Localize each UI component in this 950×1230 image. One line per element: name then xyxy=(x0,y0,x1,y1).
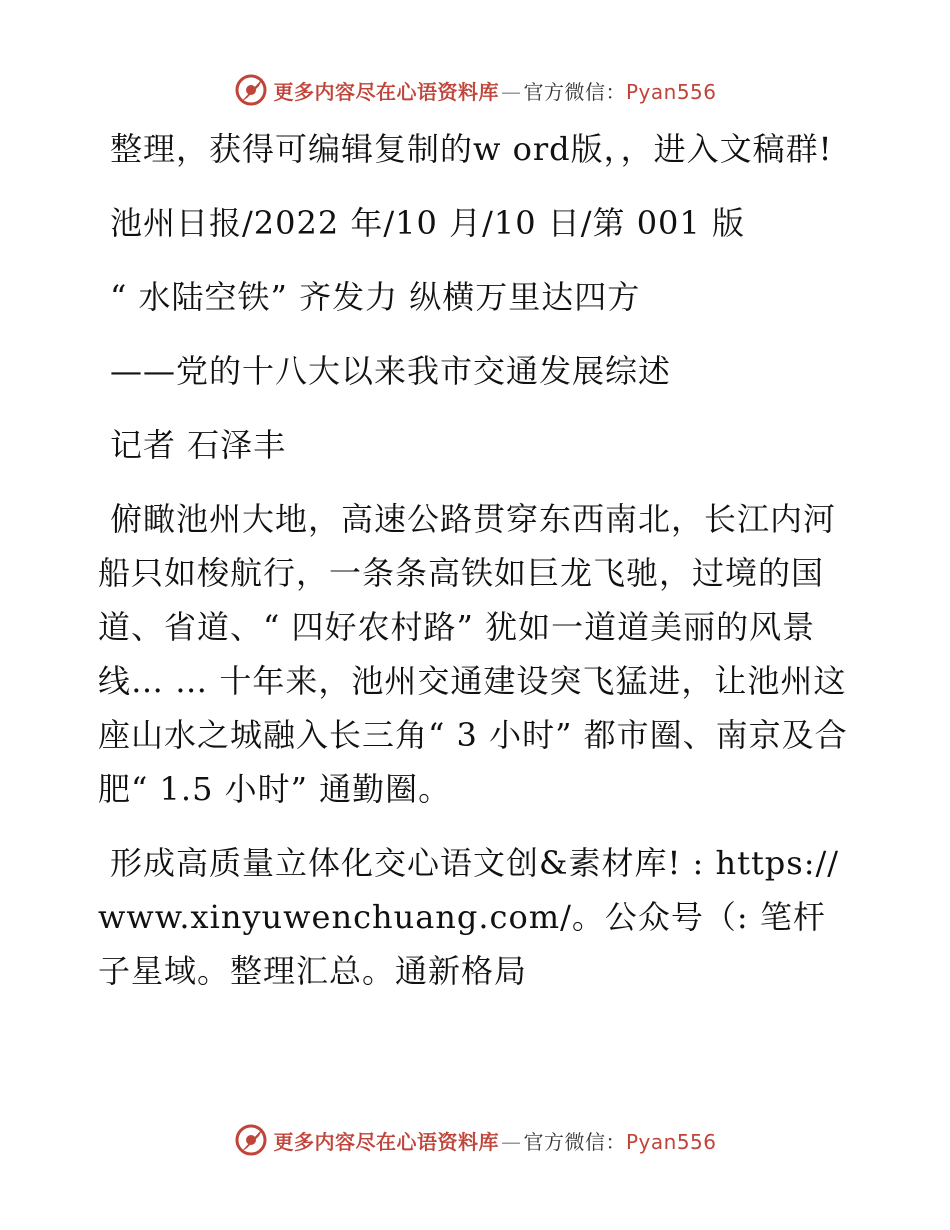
article-body xyxy=(98,122,858,1018)
footer-banner-text xyxy=(273,1126,716,1155)
header-banner xyxy=(0,70,950,110)
body-paragraph: 俯瞰池州大地，高速公路贯穿东西南北，长江内河船只如梭航行，一条条高铁如巨龙飞驰，过境的国道、省道、“ 四好农村路” 犹如一道道美丽的风景线… … 十年来，池州交通建设突飞猛进，让池州这座山水之城融入长三角“ 3 小时” 都市圈、南京及合肥“ 1.5 小时” 通勤圈。 xyxy=(98,500,848,808)
footer-wechat-id: Pyan556 xyxy=(625,1129,717,1154)
header-wechat-label: 官方微信： xyxy=(523,79,626,104)
footer-banner xyxy=(0,1120,950,1160)
article-title: “ 水陆空铁” 齐发力 纵横万里达四方 xyxy=(110,278,641,316)
intro-paragraph: 整理，获得可编辑复制的w ord版，，进入文稿群! xyxy=(110,130,833,168)
quill-pen-logo-icon xyxy=(233,1122,269,1158)
header-wechat-id: Pyan556 xyxy=(625,79,717,104)
header-brand: 更多内容尽在心语资料库 xyxy=(273,79,499,104)
header-banner-text xyxy=(273,76,716,105)
ad-paragraph: 形成高质量立体化交心语文创&素材库! : https://www.xinyuwenchuang.com/。公众号（: 笔杆子星域。整理汇总。通新格局 xyxy=(98,844,840,990)
footer-wechat-label: 官方微信： xyxy=(523,1129,626,1154)
quill-pen-logo-icon xyxy=(233,72,269,108)
header-separator: — xyxy=(500,79,522,104)
footer-brand: 更多内容尽在心语资料库 xyxy=(273,1129,499,1154)
byline: 记者 石泽丰 xyxy=(110,426,287,464)
source-line: 池州日报/2022 年/10 月/10 日/第 001 版 xyxy=(110,204,745,242)
article-subtitle: ——党的十八大以来我市交通发展综述 xyxy=(110,352,672,390)
footer-separator: — xyxy=(500,1129,522,1154)
